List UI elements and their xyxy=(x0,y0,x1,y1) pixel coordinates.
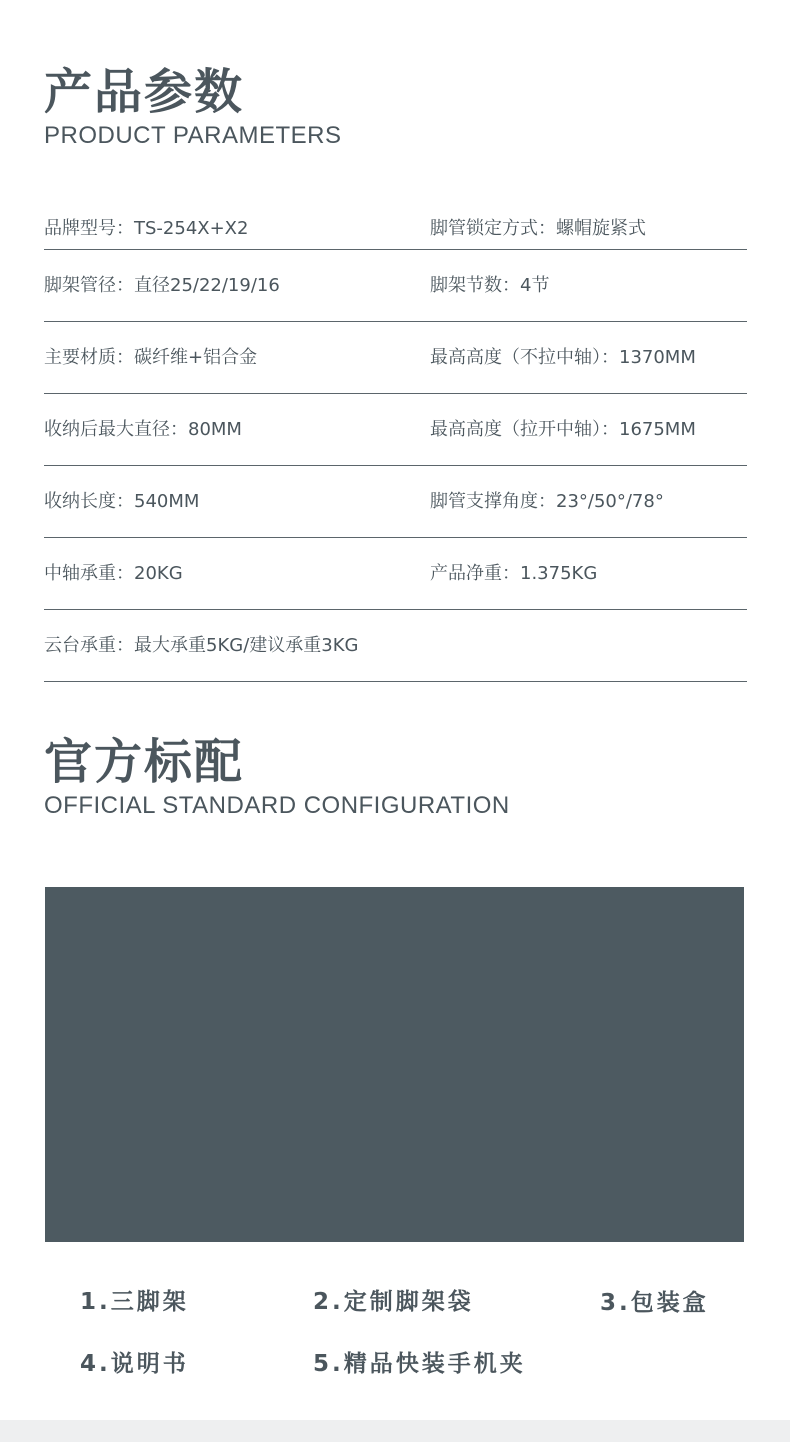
param-max-height-column: 最高高度（拉开中轴）：1675MM xyxy=(430,419,696,440)
param-net-weight: 产品净重：1.375KG xyxy=(430,563,598,584)
param-row xyxy=(44,322,747,394)
param-brand-model: 品牌型号：TS-254X+X2 xyxy=(44,218,249,239)
param-row xyxy=(44,610,747,682)
param-material: 主要材质：碳纤维+铝合金 xyxy=(44,347,258,368)
config-item-box: 3.包装盒 xyxy=(600,1290,709,1316)
param-leg-lock: 脚管锁定方式：螺帽旋紧式 xyxy=(430,218,646,239)
config-item-phone-clip: 5.精品快装手机夹 xyxy=(313,1351,526,1377)
param-row xyxy=(44,538,747,610)
param-row xyxy=(44,466,747,538)
param-column-load: 中轴承重：20KG xyxy=(44,563,183,584)
params-section-subtitle: PRODUCT PARAMETERS xyxy=(44,122,342,149)
param-sections: 脚架节数：4节 xyxy=(430,275,550,296)
config-item-bag: 2.定制脚架袋 xyxy=(313,1289,474,1315)
config-item-tripod: 1.三脚架 xyxy=(80,1289,189,1315)
param-row xyxy=(44,250,747,322)
config-item-manual: 4.说明书 xyxy=(80,1351,189,1377)
param-head-load: 云台承重：最大承重5KG/建议承重3KG xyxy=(44,635,359,656)
param-max-height-no-column: 最高高度（不拉中轴）：1370MM xyxy=(430,347,696,368)
params-table xyxy=(44,204,747,682)
params-section-title: 产品参数 xyxy=(44,64,245,120)
config-product-image xyxy=(45,887,744,1242)
param-folded-diameter: 收纳后最大直径：80MM xyxy=(44,419,242,440)
config-section-subtitle: OFFICIAL STANDARD CONFIGURATION xyxy=(44,792,510,819)
param-folded-length: 收纳长度：540MM xyxy=(44,491,200,512)
footer-band xyxy=(0,1420,790,1442)
param-row xyxy=(44,394,747,466)
param-tube-diameter: 脚架管径：直径25/22/19/16 xyxy=(44,275,280,296)
param-leg-angles: 脚管支撑角度：23°/50°/78° xyxy=(430,491,664,512)
param-row xyxy=(44,204,747,250)
config-section-title: 官方标配 xyxy=(44,734,245,790)
